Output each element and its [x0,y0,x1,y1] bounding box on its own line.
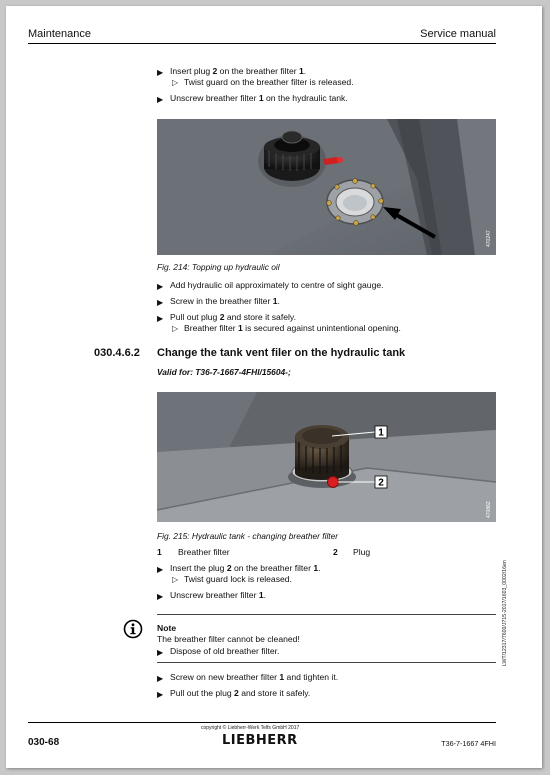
figure-214-code: 470247 [486,230,492,247]
step-unscrew-filter: ▶ Unscrew breather filter 1 on the hydraulic tank. [157,93,348,104]
step-screw-on-new-filter: ▶ Screw on new breather filter 1 and tighten it. [157,672,339,683]
step-insert-plug: ▶ Insert plug 2 on the breather filter 1. [157,66,307,77]
step-arrow-icon: ▶ [157,592,164,601]
figure-215-code: 470862 [486,501,492,518]
note-bottom-rule [157,662,496,663]
result-arrow-icon: ▷ [172,324,179,333]
figure-214-caption: Fig. 214: Topping up hydraulic oil [157,262,280,272]
copyright-notice: copyright © Liebherr-Werk Telfs GmbH 2017 [201,725,300,731]
header-rule [28,43,496,44]
step-arrow-icon: ▶ [157,648,164,657]
result-guard-lock-released: ▷ Twist guard lock is released. [172,574,292,584]
note-top-rule [157,614,496,615]
result-filter-secured: ▷ Breather filter 1 is secured against unintentional opening. [172,323,401,333]
note-step-dispose: ▶ Dispose of old breather filter. [157,646,280,657]
figure-214-photo [157,119,496,255]
note-title: Note [157,623,177,633]
step-arrow-icon: ▶ [157,298,164,307]
manual-page [6,6,542,768]
validity-note: Valid for: T36-7-1667-4FHI/15604-; [157,367,291,377]
step-pull-out-plug: ▶ Pull out plug 2 and store it safely. [157,312,296,323]
step-arrow-icon: ▶ [157,282,164,291]
step-screw-in-filter: ▶ Screw in the breather filter 1. [157,296,280,307]
legend-num-2: 2 [333,547,338,557]
result-guard-released: ▷ Twist guard on the breather filter is released. [172,77,354,87]
legend-num-1: 1 [157,547,162,557]
step-arrow-icon: ▶ [157,95,164,104]
section-title: Change the tank vent filer on the hydraulic tank [157,347,406,359]
figure-215-photo [157,392,496,522]
step-insert-plug-2: ▶ Insert the plug 2 on the breather filter 1. [157,563,321,574]
step-add-oil: ▶ Add hydraulic oil approximately to centre of sight gauge. [157,280,384,291]
info-icon [123,619,143,639]
figure-215-caption: Fig. 215: Hydraulic tank - changing breather filter [157,531,339,541]
footer-rule [28,722,496,723]
legend-label-1: Breather filter [178,547,230,557]
step-arrow-icon: ▶ [157,565,164,574]
step-arrow-icon: ▶ [157,690,164,699]
callout-2: 2 [378,477,384,489]
liebherr-logo: LIEBHERR [222,733,298,748]
side-document-code: LWT/12317/7600/J715-2017/1603_0002/16en [502,560,508,666]
step-unscrew-filter-2: ▶ Unscrew breather filter 1. [157,590,267,601]
note-text: The breather filter cannot be cleaned! [157,634,300,644]
header-section-title: Maintenance [28,28,91,40]
step-arrow-icon: ▶ [157,674,164,683]
result-arrow-icon: ▷ [172,575,179,584]
callout-1: 1 [378,427,384,439]
header-doc-type: Service manual [420,28,496,40]
page-number: 030-68 [28,737,60,748]
step-pull-out-plug-2: ▶ Pull out the plug 2 and store it safely. [157,688,311,699]
model-code: T36-7-1667 4FHI [441,739,496,748]
step-arrow-icon: ▶ [157,68,164,77]
result-arrow-icon: ▷ [172,78,179,87]
section-number: 030.4.6.2 [94,347,140,359]
legend-label-2: Plug [353,547,371,557]
step-arrow-icon: ▶ [157,314,164,323]
